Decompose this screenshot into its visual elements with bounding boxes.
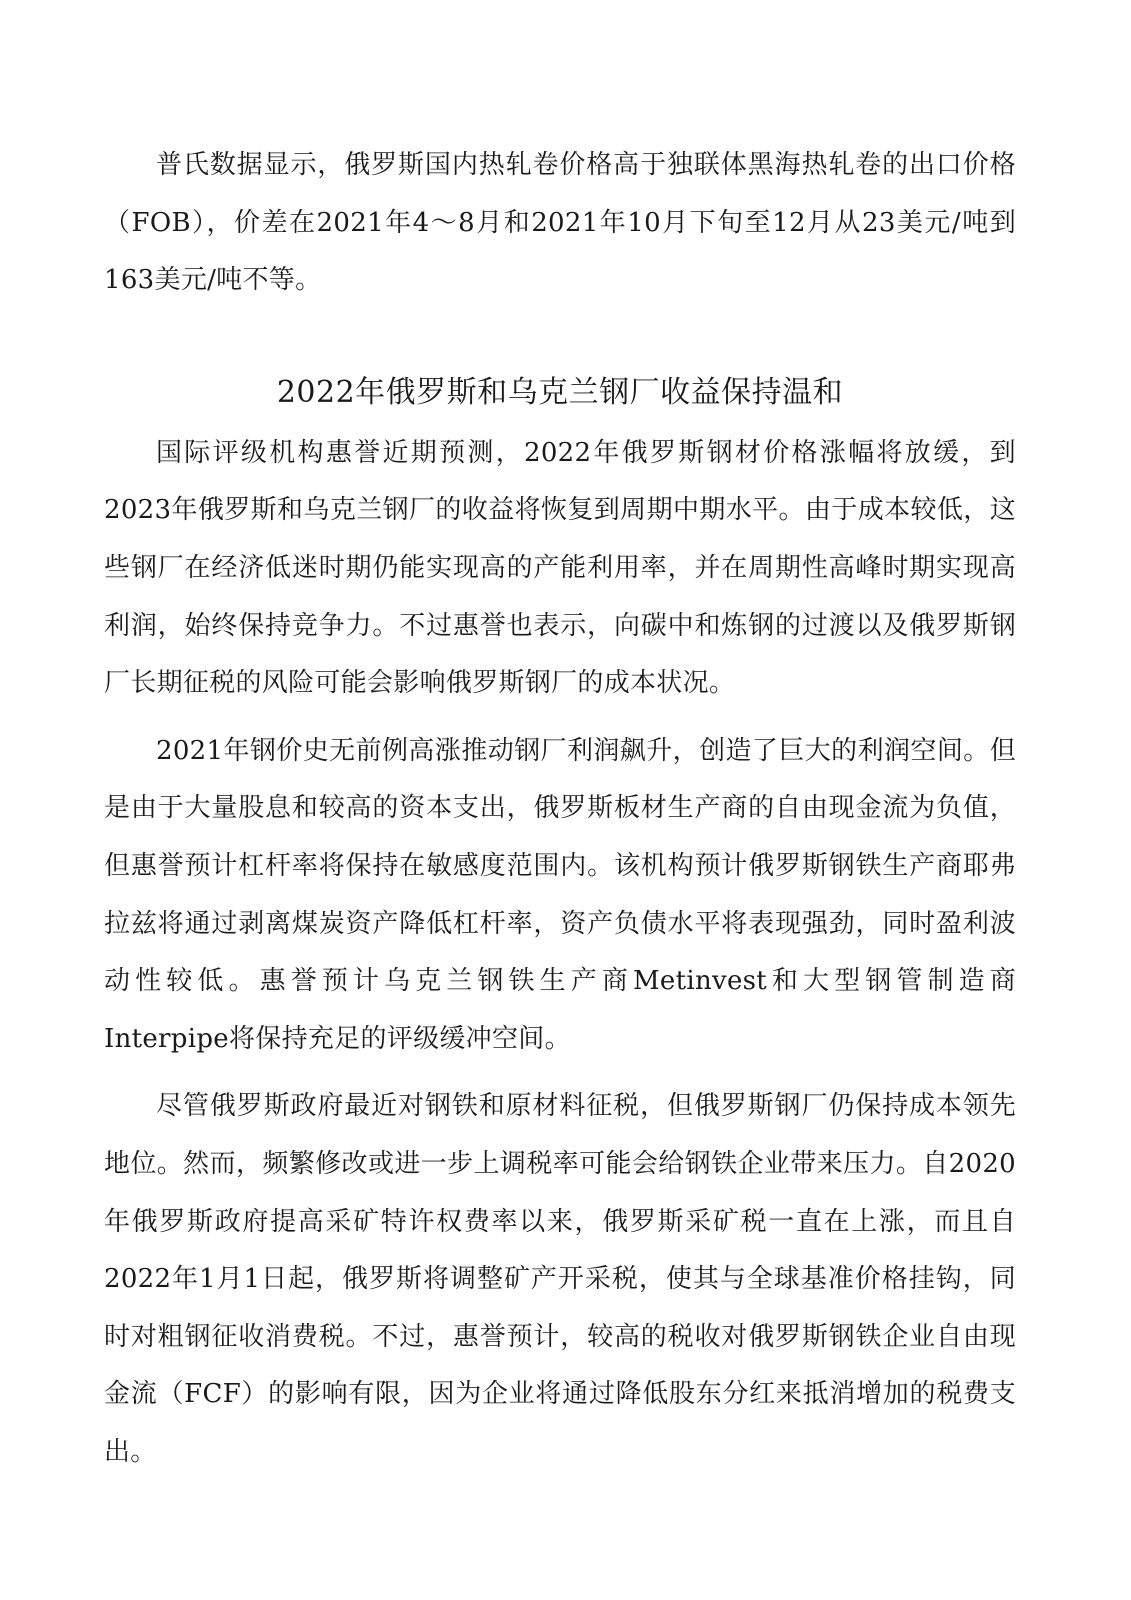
document-page bbox=[104, 137, 1016, 1481]
paragraph-profit-leverage: 2021年钢价史无前例高涨推动钢厂利润飙升，创造了巨大的利润空间。但是由于大量股息和较高的资本支出，俄罗斯板材生产商的自由现金流为负值，但惠誉预计杠杆率将保持在敏感度范围内。该机构预计俄罗斯钢铁生产商耶弗拉兹将通过剥离煤炭资产降低杠杆率，资产负债水平将表现强劲，同时盈利波动性较低。惠誉预计乌克兰钢铁生产商Metinvest和大型钢管制造商Interpipe将保持充足的评级缓冲空间。 bbox=[104, 735, 1016, 1054]
section-heading: 2022年俄罗斯和乌克兰钢厂收益保持温和 bbox=[276, 374, 844, 410]
paragraph-fitch-forecast: 国际评级机构惠誉近期预测，2022年俄罗斯钢材价格涨幅将放缓，到2023年俄罗斯和乌克兰钢厂的收益将恢复到周期中期水平。由于成本较低，这些钢厂在经济低迷时期仍能实现高的产能利用率，并在周期性高峰时期实现高利润，始终保持竞争力。不过惠誉也表示，向碳中和炼钢的过渡以及俄罗斯钢厂长期征税的风险可能会影响俄罗斯钢厂的成本状况。 bbox=[104, 437, 1016, 699]
paragraph-hrc-price-spread: 普氏数据显示，俄罗斯国内热轧卷价格高于独联体黑海热轧卷的出口价格（FOB），价差在2021年4～8月和2021年10月下旬至12月从23美元/吨到163美元/吨不等。 bbox=[104, 150, 1016, 296]
paragraph-taxation: 尽管俄罗斯政府最近对钢铁和原材料征税，但俄罗斯钢厂仍保持成本领先地位。然而，频繁修改或进一步上调税率可能会给钢铁企业带来压力。自2020年俄罗斯政府提高采矿特许权费率以来，俄罗斯采矿税一直在上涨，而且自2022年1月1日起，俄罗斯将调整矿产开采税，使其与全球基准价格挂钩，同时对粗钢征收消费税。不过，惠誉预计，较高的税收对俄罗斯钢铁企业自由现金流（FCF）的影响有限，因为企业将通过降低股东分红来抵消增加的税费支出。 bbox=[104, 1091, 1016, 1467]
